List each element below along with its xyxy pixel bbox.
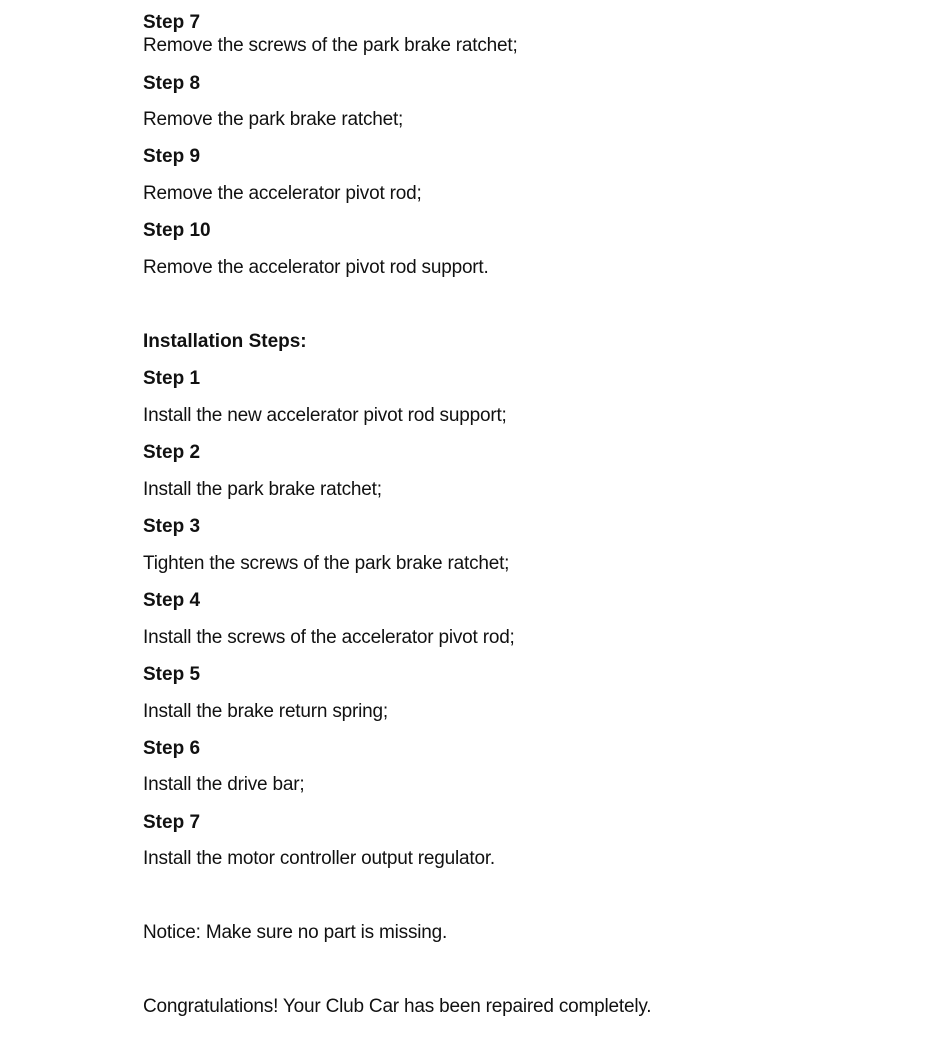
congratulations-text: Congratulations! Your Club Car has been repaired completely. xyxy=(143,996,652,1017)
install-step-1-text: Install the new accelerator pivot rod support; xyxy=(143,405,507,426)
install-step-5-title: Step 5 xyxy=(143,664,201,685)
install-step-2-text: Install the park brake ratchet; xyxy=(143,479,382,500)
install-step-4-text: Install the screws of the accelerator pivot rod; xyxy=(143,627,515,648)
removal-step-8-text: Remove the park brake ratchet; xyxy=(143,109,404,130)
install-step-4-title: Step 4 xyxy=(143,590,201,611)
install-step-3-title: Step 3 xyxy=(143,516,201,537)
install-step-6-title: Step 6 xyxy=(143,738,201,759)
removal-step-7-title: Step 7 xyxy=(143,12,201,33)
install-step-7-title: Step 7 xyxy=(143,812,201,833)
notice-text: Notice: Make sure no part is missing. xyxy=(143,922,448,943)
removal-step-9-title: Step 9 xyxy=(143,146,201,167)
install-step-1-title: Step 1 xyxy=(143,368,201,389)
install-step-3-text: Tighten the screws of the park brake ratchet; xyxy=(143,553,510,574)
removal-step-10-text: Remove the accelerator pivot rod support. xyxy=(143,257,489,278)
removal-step-8-title: Step 8 xyxy=(143,73,201,94)
install-step-2-title: Step 2 xyxy=(143,442,201,463)
installation-heading: Installation Steps: xyxy=(143,331,307,352)
install-step-6-text: Install the drive bar; xyxy=(143,774,305,795)
removal-step-10-title: Step 10 xyxy=(143,220,211,241)
install-step-5-text: Install the brake return spring; xyxy=(143,701,388,722)
install-step-7-text: Install the motor controller output regulator. xyxy=(143,848,495,869)
removal-step-7-text: Remove the screws of the park brake ratchet; xyxy=(143,35,518,56)
removal-step-9-text: Remove the accelerator pivot rod; xyxy=(143,183,422,204)
